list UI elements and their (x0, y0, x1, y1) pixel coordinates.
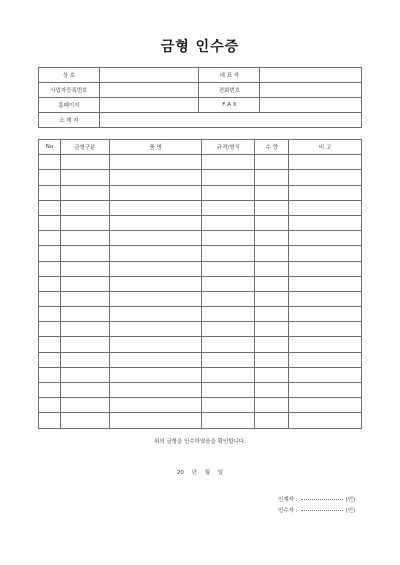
cell-mold-type[interactable] (60, 261, 109, 276)
cell-no[interactable] (39, 398, 61, 413)
cell-remarks[interactable] (289, 322, 362, 337)
cell-remarks[interactable] (289, 215, 362, 230)
business-number-label: 사업자등록번호 (39, 83, 100, 98)
cell-remarks[interactable] (289, 291, 362, 306)
cell-no[interactable] (39, 200, 61, 215)
items-body (39, 155, 362, 428)
cell-remarks[interactable] (289, 367, 362, 382)
cell-quantity[interactable] (255, 291, 289, 306)
cell-no[interactable] (39, 185, 61, 200)
cell-no[interactable] (39, 337, 61, 352)
cell-remarks[interactable] (289, 383, 362, 398)
phone-value[interactable] (260, 83, 362, 98)
cell-item-name[interactable] (109, 261, 202, 276)
cell-item-name[interactable] (109, 246, 202, 261)
item-row (39, 413, 362, 428)
cell-remarks[interactable] (289, 155, 362, 170)
cell-no[interactable] (39, 231, 61, 246)
cell-spec[interactable] (202, 276, 255, 291)
cell-item-name[interactable] (109, 170, 202, 185)
item-row (39, 185, 362, 200)
business-number-value[interactable] (99, 83, 199, 98)
cell-mold-type[interactable] (60, 215, 109, 230)
item-row (39, 246, 362, 261)
item-row (39, 170, 362, 185)
cell-spec[interactable] (202, 291, 255, 306)
representative-value[interactable] (260, 68, 362, 83)
cell-item-name[interactable] (109, 307, 202, 322)
cell-quantity[interactable] (255, 307, 289, 322)
cell-quantity[interactable] (255, 231, 289, 246)
document-title: 금형 인수증 (160, 39, 240, 55)
cell-item-name[interactable] (109, 398, 202, 413)
cell-item-name[interactable] (109, 367, 202, 382)
receiver-seal: (인) (345, 508, 356, 514)
cell-spec[interactable] (202, 215, 255, 230)
cell-no[interactable] (39, 170, 61, 185)
cell-spec[interactable] (202, 155, 255, 170)
homepage-value[interactable] (99, 98, 199, 113)
header-spec: 규격/형식 (202, 140, 255, 155)
item-row (39, 215, 362, 230)
company-info-table (38, 67, 362, 128)
cell-quantity[interactable] (255, 215, 289, 230)
cell-spec[interactable] (202, 398, 255, 413)
cell-mold-type[interactable] (60, 170, 109, 185)
cell-no[interactable] (39, 413, 61, 428)
receiver-signature (278, 506, 355, 514)
header-item-name: 품 명 (109, 140, 202, 155)
item-row (39, 231, 362, 246)
phone-label: 전화번호 (199, 83, 260, 98)
cell-quantity[interactable] (255, 352, 289, 367)
cell-item-name[interactable] (109, 322, 202, 337)
giver-signature (278, 495, 355, 503)
receiver-label: 인수자 : (278, 508, 298, 514)
cell-remarks[interactable] (289, 170, 362, 185)
cell-mold-type[interactable] (60, 231, 109, 246)
cell-quantity[interactable] (255, 200, 289, 215)
cell-spec[interactable] (202, 413, 255, 428)
cell-spec[interactable] (202, 352, 255, 367)
address-label: 소 재 지 (39, 113, 100, 128)
cell-mold-type[interactable] (60, 276, 109, 291)
cell-spec[interactable] (202, 307, 255, 322)
giver-seal: (인) (345, 497, 356, 503)
cell-remarks[interactable] (289, 337, 362, 352)
cell-item-name[interactable] (109, 291, 202, 306)
company-name-value[interactable] (99, 68, 199, 83)
cell-quantity[interactable] (255, 155, 289, 170)
cell-no[interactable] (39, 383, 61, 398)
info-row (39, 83, 362, 98)
cell-remarks[interactable] (289, 200, 362, 215)
cell-remarks[interactable] (289, 276, 362, 291)
item-row (39, 200, 362, 215)
cell-remarks[interactable] (289, 231, 362, 246)
cell-quantity[interactable] (255, 170, 289, 185)
address-value[interactable] (99, 113, 361, 128)
info-row (39, 113, 362, 128)
cell-mold-type[interactable] (60, 413, 109, 428)
cell-item-name[interactable] (109, 276, 202, 291)
cell-quantity[interactable] (255, 261, 289, 276)
cell-no[interactable] (39, 291, 61, 306)
receiver-signature-line[interactable] (301, 510, 343, 511)
info-row (39, 98, 362, 113)
cell-spec[interactable] (202, 322, 255, 337)
cell-item-name[interactable] (109, 231, 202, 246)
cell-no[interactable] (39, 322, 61, 337)
representative-label: 대 표 자 (199, 68, 260, 83)
cell-spec[interactable] (202, 185, 255, 200)
cell-spec[interactable] (202, 246, 255, 261)
item-row (39, 352, 362, 367)
confirmation-note: 위의 금형을 인수하였음을 확인합니다. (153, 439, 246, 445)
cell-item-name[interactable] (109, 352, 202, 367)
cell-quantity[interactable] (255, 246, 289, 261)
cell-mold-type[interactable] (60, 155, 109, 170)
cell-no[interactable] (39, 307, 61, 322)
cell-item-name[interactable] (109, 413, 202, 428)
cell-item-name[interactable] (109, 155, 202, 170)
fax-value[interactable] (260, 98, 362, 113)
item-row (39, 383, 362, 398)
header-no: No (39, 140, 61, 155)
header-quantity: 수 량 (255, 140, 289, 155)
cell-remarks[interactable] (289, 352, 362, 367)
cell-mold-type[interactable] (60, 322, 109, 337)
item-row (39, 155, 362, 170)
item-row (39, 261, 362, 276)
cell-quantity[interactable] (255, 337, 289, 352)
cell-remarks[interactable] (289, 398, 362, 413)
cell-remarks[interactable] (289, 261, 362, 276)
header-mold-type: 금형구분 (60, 140, 109, 155)
item-row (39, 322, 362, 337)
cell-mold-type[interactable] (60, 200, 109, 215)
cell-remarks[interactable] (289, 185, 362, 200)
cell-quantity[interactable] (255, 398, 289, 413)
cell-item-name[interactable] (109, 215, 202, 230)
cell-quantity[interactable] (255, 185, 289, 200)
item-row (39, 398, 362, 413)
cell-no[interactable] (39, 261, 61, 276)
cell-remarks[interactable] (289, 246, 362, 261)
item-row (39, 337, 362, 352)
items-header-row (39, 140, 362, 155)
cell-mold-type[interactable] (60, 307, 109, 322)
company-name-label: 상 호 (39, 68, 100, 83)
giver-signature-line[interactable] (301, 499, 343, 500)
cell-spec[interactable] (202, 383, 255, 398)
cell-mold-type[interactable] (60, 337, 109, 352)
cell-mold-type[interactable] (60, 246, 109, 261)
cell-item-name[interactable] (109, 383, 202, 398)
cell-spec[interactable] (202, 337, 255, 352)
header-remarks: 비 고 (289, 140, 362, 155)
cell-mold-type[interactable] (60, 352, 109, 367)
item-row (39, 291, 362, 306)
cell-mold-type[interactable] (60, 398, 109, 413)
cell-quantity[interactable] (255, 276, 289, 291)
cell-spec[interactable] (202, 231, 255, 246)
cell-spec[interactable] (202, 367, 255, 382)
cell-no[interactable] (39, 215, 61, 230)
cell-mold-type[interactable] (60, 383, 109, 398)
cell-item-name[interactable] (109, 337, 202, 352)
info-row (39, 68, 362, 83)
date-line[interactable]: 20 년 월 일 (176, 470, 224, 476)
cell-mold-type[interactable] (60, 291, 109, 306)
cell-no[interactable] (39, 246, 61, 261)
item-row (39, 367, 362, 382)
cell-spec[interactable] (202, 200, 255, 215)
cell-no[interactable] (39, 276, 61, 291)
cell-no[interactable] (39, 352, 61, 367)
cell-quantity[interactable] (255, 383, 289, 398)
cell-item-name[interactable] (109, 185, 202, 200)
cell-quantity[interactable] (255, 413, 289, 428)
cell-remarks[interactable] (289, 307, 362, 322)
mold-items-table (38, 139, 362, 429)
item-row (39, 276, 362, 291)
cell-spec[interactable] (202, 170, 255, 185)
cell-item-name[interactable] (109, 200, 202, 215)
cell-no[interactable] (39, 367, 61, 382)
cell-remarks[interactable] (289, 413, 362, 428)
giver-label: 인계자 : (278, 497, 298, 503)
cell-mold-type[interactable] (60, 185, 109, 200)
cell-spec[interactable] (202, 261, 255, 276)
item-row (39, 307, 362, 322)
cell-quantity[interactable] (255, 367, 289, 382)
cell-mold-type[interactable] (60, 367, 109, 382)
homepage-label: 홈페이지 (39, 98, 100, 113)
cell-no[interactable] (39, 155, 61, 170)
fax-label: F A X (199, 98, 260, 113)
cell-quantity[interactable] (255, 322, 289, 337)
